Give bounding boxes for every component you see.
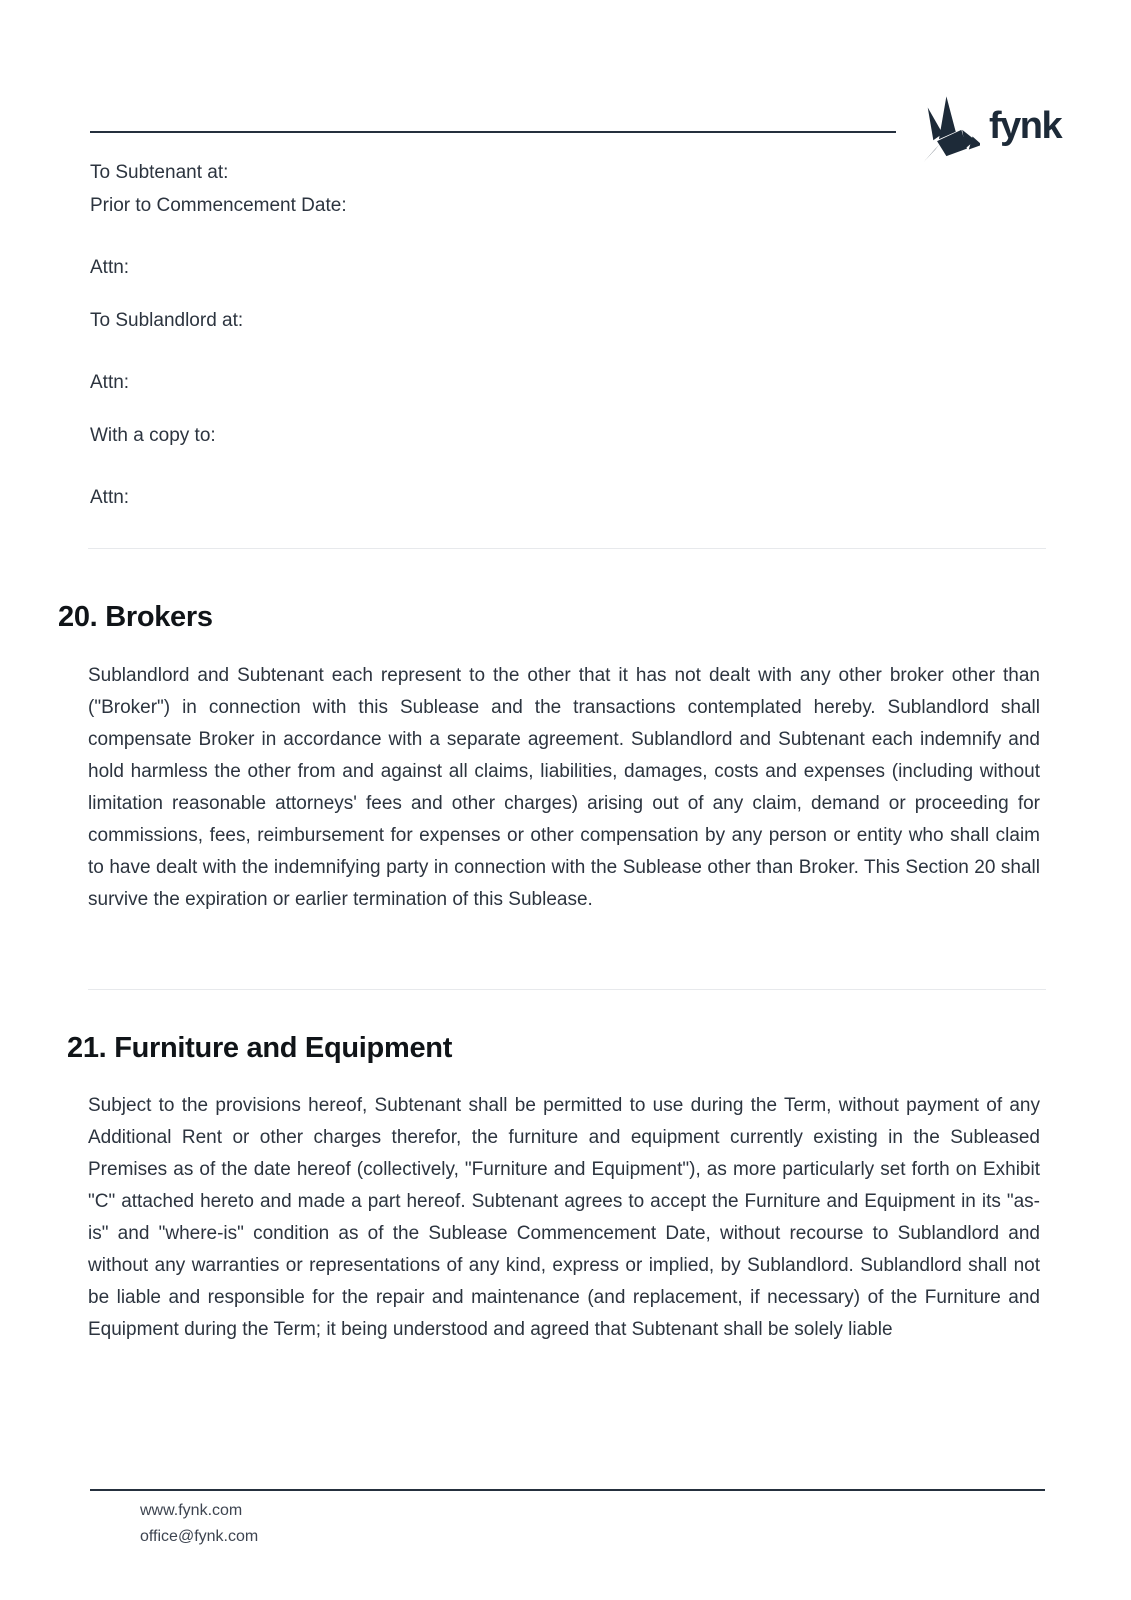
footer-contact-block xyxy=(140,1498,258,1550)
origami-bird-icon xyxy=(924,96,980,162)
section-21-title: Furniture and Equipment xyxy=(114,1032,453,1064)
section-20-heading xyxy=(58,598,213,636)
notice-address-block xyxy=(90,156,347,514)
address-line-attn-3: Attn: xyxy=(90,487,130,508)
address-line-with-copy: With a copy to: xyxy=(90,425,216,446)
address-line-to-sublandlord: To Sublandlord at: xyxy=(90,310,244,331)
address-line-prior-to-commencement: Prior to Commencement Date: xyxy=(90,195,347,216)
footer-rule xyxy=(90,1489,1045,1491)
footer-website: www.fynk.com xyxy=(140,1502,243,1519)
section-divider xyxy=(88,548,1046,549)
section-20-title: Brokers xyxy=(105,601,213,633)
brand-logo xyxy=(924,96,1061,162)
section-divider xyxy=(88,989,1046,990)
address-line-attn-1: Attn: xyxy=(90,257,130,278)
address-line-to-subtenant: To Subtenant at: xyxy=(90,162,229,183)
footer-email: office@fynk.com xyxy=(140,1528,259,1545)
section-21-heading xyxy=(67,1029,452,1067)
section-20-body: Sublandlord and Subtenant each represent to the other that it has not dealt with any other broker other than ("Broker") in connection with this Sublease and the transactions contemplated hereby. Sublandlord shall compensate Broker in accordance with a separate agreement. Sublandlord and Subtenant each indemnify and hold harmless the other from and against all claims, liabilities, damages, costs and expenses (including without limitation reasonable attorneys' fees and other charges) arising out of any claim, demand or proceeding for commissions, fees, reimbursement for expenses or other compensation by any person or entity who shall claim to have dealt with the indemnifying party in connection with the Sublease other than Broker. This Section 20 shall survive the expiration or earlier termination of this Sublease. xyxy=(88,665,1040,910)
address-line-attn-2: Attn: xyxy=(90,372,130,393)
section-21-number: 21. xyxy=(67,1032,107,1064)
section-20-number: 20. xyxy=(58,601,98,633)
section-21-body: Subject to the provisions hereof, Subtenant shall be permitted to use during the Term, without payment of any Additional Rent or other charges therefor, the furniture and equipment currently existing in the Subleased Premises as of the date hereof (collectively, "Furniture and Equipment"), as more particularly set forth on Exhibit "C" attached hereto and made a part hereof. Subtenant agrees to accept the Furniture and Equipment in its "as-is" and "where-is" condition as of the Sublease Commencement Date, without recourse to Sublandlord and without any warranties or representations of any kind, express or implied, by Sublandlord. Sublandlord shall not be liable and responsible for the repair and maintenance (and replacement, if necessary) of the Furniture and Equipment during the Term; it being understood and agreed that Subtenant shall be solely liable xyxy=(88,1095,1040,1340)
brand-wordmark: fynk xyxy=(989,105,1062,147)
header-rule xyxy=(90,131,896,133)
